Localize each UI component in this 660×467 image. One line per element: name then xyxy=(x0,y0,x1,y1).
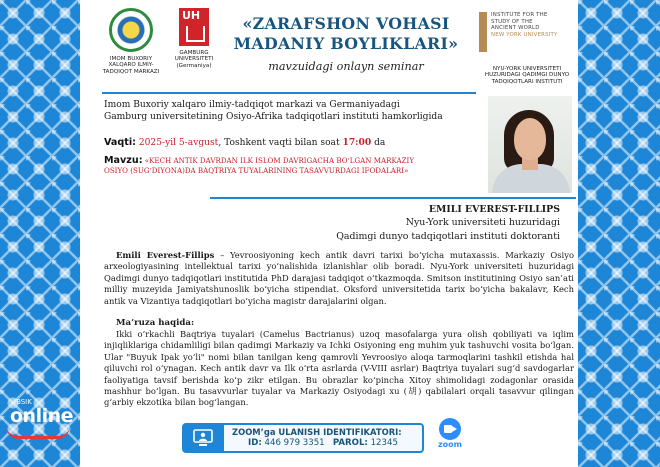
seminar-date: 2025-yil 5-avgust xyxy=(138,138,219,148)
bio-text: – Yevroosiyoning kech antik davri tarixi bo‘yicha mutaxassis. Markaziy Osiyo arxeologiyasining intellektual tarixi yo‘nalishida izlanishlar olib boradi. Nyu-York universiteti huzuridagi Qadimgi dunyo tadqiqotlari institutida PhD darajasi tadqiqot o‘tkazmoqda. Smitson institutining Osiyo san’ati milliy muzeyida Jamiyatshunoslik bo‘yicha stipendiat. Oksford universitetida tarix bo‘yicha bakalavr, Kech antik va Vizantiya tadqiqotlari bo‘yicha magistr darajalarini olgan. xyxy=(104,250,574,306)
speaker-affiliation-line1: Nyu-York universiteti huzuridagi xyxy=(405,217,560,229)
zoom-id-label: ID: xyxy=(248,438,262,448)
nyu-isaw-mark xyxy=(475,10,579,54)
seminar-title xyxy=(214,14,478,54)
bio-name: Emili Everest-Fillips xyxy=(116,250,215,260)
online-meeting-icon xyxy=(193,429,213,447)
nyu-line3: ANCIENT WORLD xyxy=(491,25,540,32)
nyu-caption: NYU-YORK UNIVERSITETI HUZURIDAGI QADIMGI DUNYO TADQIQOTLARI INSTITUTI xyxy=(484,66,570,85)
seminar-subtitle: mavzuidagi onlayn seminar xyxy=(268,60,424,73)
speaker-divider xyxy=(210,197,576,199)
zoom-bar xyxy=(184,425,224,451)
datetime-middle: , Toshkent vaqti bilan soat xyxy=(218,138,343,148)
uhh-caption-line2: (Germaniya) xyxy=(176,62,212,69)
ibsik-online-text: online xyxy=(10,405,74,427)
theme-line1: «KECH ANTIK DAVRDAN ILK ISLOM DAVRIGACHA BO‘LGAN MARKAZIY xyxy=(144,156,415,165)
ibsik-arc-shape xyxy=(6,426,70,439)
seminar-time: 17:00 xyxy=(342,137,372,148)
zoom-camera-icon xyxy=(439,418,461,440)
lecture-heading: Ma’ruza haqida: xyxy=(116,318,195,328)
header-divider xyxy=(102,92,476,94)
zoom-pass-value[interactable]: 12345 xyxy=(370,438,398,448)
speaker-photo xyxy=(488,96,572,193)
poster-panel xyxy=(80,0,578,467)
title-line2: MADANIY BOYLIKLARI» xyxy=(233,34,459,53)
theme-line2: OSIYO (SUG‘DIYONA)DA BAQTRIYA TUYALARINING TASAVVURDAGI IFODALARI» xyxy=(104,166,409,176)
uhh-mark: UH xyxy=(182,9,201,22)
nyu-line2: STUDY OF THE xyxy=(491,18,533,25)
speaker-info xyxy=(260,203,560,243)
zoom-pass-label: PAROL: xyxy=(332,438,368,448)
zoom-logo[interactable] xyxy=(435,418,465,449)
right-ornament-border xyxy=(578,0,660,467)
intro-text xyxy=(104,99,474,123)
title-line1: «ZARAFSHON VOHASI xyxy=(242,14,450,33)
datetime-label: Vaqti: xyxy=(104,137,136,148)
ibsik-small-text: IBSIK xyxy=(14,398,32,406)
imom-emblem-icon xyxy=(109,8,153,52)
speaker-affiliation-line2: Qadimgi dunyo tadqiqotlari instituti doktoranti xyxy=(336,230,560,242)
nyu-line4: NEW YORK UNIVERSITY xyxy=(491,31,558,38)
datetime-suffix: da xyxy=(371,138,386,148)
zoom-brand-text: zoom xyxy=(438,440,462,449)
zoom-credentials xyxy=(248,438,398,448)
intro-line2: Gamburg universitetining Osiyo-Afrika tadqiqotlari instituti hamkorligida xyxy=(104,112,443,123)
nyu-isaw-text xyxy=(491,12,558,38)
uhh-logo-icon xyxy=(179,8,209,46)
lecture-description xyxy=(104,329,574,409)
seminar-datetime xyxy=(104,137,474,148)
uhh-caption-line1: GAMBURG UNIVERSITETI xyxy=(174,50,214,63)
theme-label: Mavzu: xyxy=(104,155,143,166)
left-ornament-border xyxy=(0,0,80,467)
speaker-bio xyxy=(104,250,574,307)
imom-buxoriy-logo xyxy=(96,8,166,75)
zoom-id-value[interactable]: 446 979 3351 xyxy=(264,438,325,448)
intro-line1: Imom Buxoriy xalqaro ilmiy-tadqiqot markazi va Germaniyadagi xyxy=(104,100,400,110)
lecture-text: Ikki o‘rkachli Baqtriya tuyalari (Camelus Bactrianus) uzoq masofalarga yura olish qobiliyati va iqlim injiqliklariga chidamliligi bilan qadimgi Markaziy va Ichki Osiyoning eng muhim yuk tashuvchi vosita bo‘lgan. Ular "Buyuk Ipak yo‘li" nomi bilan tanilgan keng qamrovli Yevroosiyo aloqa tarmoqlarini tashkil etishda hal qiluvchi rol o‘ynagan. Kech antik davr va Ilk o‘rta asrlarda (V-VIII asrlar) Baqtriya tuyalari sug‘d savdogarlar faoliyatiga tavsif berishda ko‘p zikr etilgan. Bu obrazlar ko‘pincha Xitoy shimolidagi zodagonlar orasida mashhur bo‘lgan. Bu tasavvurlar tuyalar va Markaziy Osiyodagi xu (胡) qabilalari orqali tasavvur qilingan g‘arbiy ekzotika bilan bog‘langan. xyxy=(104,329,574,408)
zoom-title: ZOOM’ga ULANISH IDENTIFIKATORI: xyxy=(232,427,402,437)
zoom-credentials-box xyxy=(182,423,424,453)
nyu-line1: INSTITUTE FOR THE xyxy=(491,12,548,18)
speaker-name: EMILI EVEREST-FILLIPS xyxy=(428,204,560,215)
seminar-theme xyxy=(104,156,474,177)
imom-caption: IMOM BUXORIY XALQARO ILMIY-TADQIQOT MARKAZI xyxy=(102,56,160,75)
nyu-bar-icon xyxy=(479,12,487,52)
